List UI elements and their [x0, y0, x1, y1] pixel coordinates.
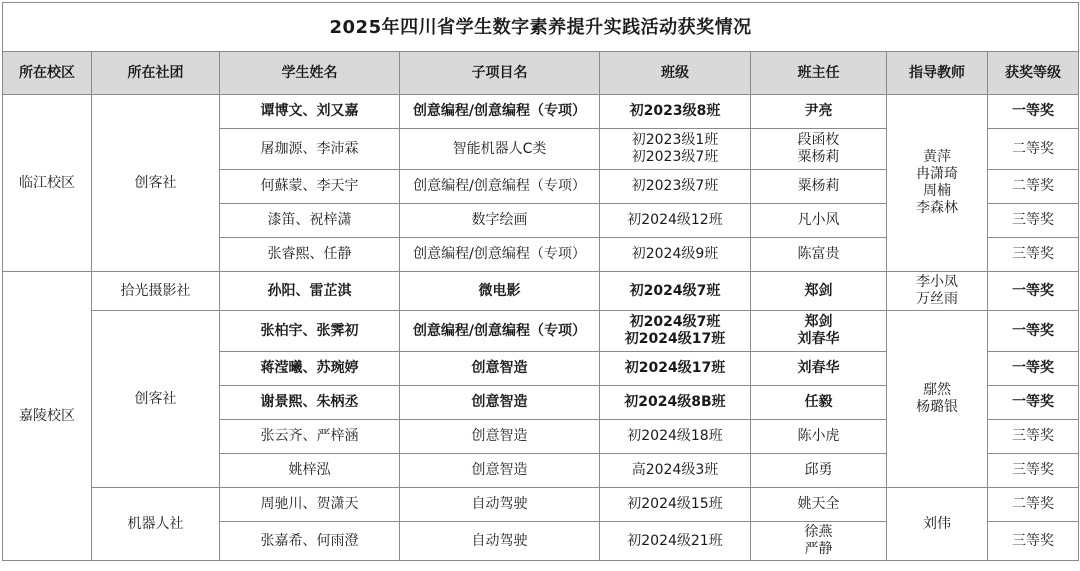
project-cell: 自动驾驶 [400, 522, 600, 561]
instructor-name: 李森林 [916, 200, 958, 216]
award-cell: 三等奖 [988, 522, 1079, 561]
instructor-cell [887, 272, 988, 311]
project-cell: 创意智造 [400, 386, 600, 420]
class-line: 初2023级7班 [631, 149, 719, 165]
head-teacher-cell: 粟杨莉 [751, 170, 887, 204]
head-teacher-line: 粟杨莉 [797, 149, 840, 165]
head-teacher-cell [751, 129, 887, 170]
project-cell: 创意编程/创意编程（专项） [400, 311, 600, 352]
header-head-teacher: 班主任 [751, 52, 887, 95]
award-cell: 三等奖 [988, 420, 1079, 454]
project-cell: 微电影 [400, 272, 600, 311]
class-line: 初2023级1班 [631, 132, 719, 148]
class-cell: 高2024级3班 [600, 454, 751, 488]
project-cell: 创意编程/创意编程（专项） [400, 170, 600, 204]
project-cell: 创意智造 [400, 352, 600, 386]
award-cell: 一等奖 [988, 272, 1079, 311]
award-cell: 一等奖 [988, 311, 1079, 352]
club-cell: 创客社 [92, 95, 220, 272]
class-cell: 初2024级12班 [600, 204, 751, 238]
class-cell [600, 311, 751, 352]
head-teacher-line: 郑剑 [804, 314, 833, 330]
head-teacher-line: 徐燕 [804, 524, 833, 540]
header-club: 所在社团 [92, 52, 220, 95]
award-cell: 二等奖 [988, 129, 1079, 170]
award-cell: 三等奖 [988, 238, 1079, 272]
head-teacher-cell [751, 311, 887, 352]
head-teacher-line: 刘春华 [797, 331, 840, 347]
head-teacher-cell: 刘春华 [751, 352, 887, 386]
header-instructor: 指导教师 [887, 52, 988, 95]
head-teacher-line: 段函枚 [797, 132, 840, 148]
project-cell: 创意智造 [400, 454, 600, 488]
class-cell: 初2023级8班 [600, 95, 751, 129]
award-cell: 二等奖 [988, 170, 1079, 204]
class-line: 初2024级17班 [624, 331, 726, 347]
student-names-cell: 漆笛、祝梓潇 [220, 204, 400, 238]
awards-table [2, 2, 1079, 561]
project-cell: 创意编程/创意编程（专项） [400, 238, 600, 272]
student-names-cell: 谢景熙、朱柄丞 [220, 386, 400, 420]
head-teacher-cell [751, 522, 887, 561]
head-teacher-line: 严静 [804, 541, 833, 557]
table-title: 2025年四川省学生数字素养提升实践活动获奖情况 [3, 3, 1079, 52]
instructor-name: 刘伟 [923, 515, 951, 532]
class-cell: 初2023级7班 [600, 170, 751, 204]
project-cell: 数字绘画 [400, 204, 600, 238]
campus-cell: 临江校区 [3, 95, 92, 272]
award-cell: 一等奖 [988, 386, 1079, 420]
header-row [3, 52, 1079, 95]
project-cell: 智能机器人C类 [400, 129, 600, 170]
student-names-cell: 周驰川、贺潇天 [220, 488, 400, 522]
student-names-cell: 孙阳、雷芷淇 [220, 272, 400, 311]
award-cell: 一等奖 [988, 95, 1079, 129]
head-teacher-cell: 郑剑 [751, 272, 887, 311]
student-names-cell: 张睿熙、任静 [220, 238, 400, 272]
class-cell: 初2024级9班 [600, 238, 751, 272]
instructor-cell [887, 311, 988, 488]
class-cell: 初2024级8B班 [600, 386, 751, 420]
table-row [3, 488, 1079, 522]
award-cell: 三等奖 [988, 204, 1079, 238]
student-names-cell: 屠珈源、李沛霖 [220, 129, 400, 170]
club-cell: 拾光摄影社 [92, 272, 220, 311]
head-teacher-cell: 尹亮 [751, 95, 887, 129]
header-award-level: 获奖等级 [988, 52, 1079, 95]
header-project: 子项目名 [400, 52, 600, 95]
header-student-names: 学生姓名 [220, 52, 400, 95]
campus-cell: 嘉陵校区 [3, 272, 92, 561]
student-names-cell: 张嘉希、何雨澄 [220, 522, 400, 561]
class-line: 初2024级7班 [629, 314, 721, 330]
student-names-cell: 姚梓泓 [220, 454, 400, 488]
head-teacher-cell: 姚天全 [751, 488, 887, 522]
table-row [3, 95, 1079, 129]
award-cell: 二等奖 [988, 488, 1079, 522]
instructor-cell [887, 95, 988, 272]
table-row [3, 272, 1079, 311]
head-teacher-cell: 邱勇 [751, 454, 887, 488]
project-cell: 创意编程/创意编程（专项） [400, 95, 600, 129]
student-names-cell: 张柏宇、张霁初 [220, 311, 400, 352]
class-cell: 初2024级15班 [600, 488, 751, 522]
club-cell: 机器人社 [92, 488, 220, 561]
award-cell: 三等奖 [988, 454, 1079, 488]
class-cell: 初2024级7班 [600, 272, 751, 311]
instructor-name: 杨璐银 [916, 399, 958, 415]
head-teacher-cell: 凡小风 [751, 204, 887, 238]
student-names-cell: 何蘇蒙、李天宇 [220, 170, 400, 204]
instructor-name: 鄢然 [923, 382, 951, 398]
instructor-cell [887, 488, 988, 561]
instructor-name: 黄萍 [923, 149, 951, 165]
project-cell: 创意智造 [400, 420, 600, 454]
instructor-name: 万丝雨 [916, 291, 958, 307]
table-row [3, 311, 1079, 352]
head-teacher-cell: 任毅 [751, 386, 887, 420]
instructor-name: 李小凤 [916, 274, 958, 290]
project-cell: 自动驾驶 [400, 488, 600, 522]
class-cell: 初2024级17班 [600, 352, 751, 386]
instructor-name: 冉潇琦 [916, 166, 958, 182]
award-cell: 一等奖 [988, 352, 1079, 386]
header-campus: 所在校区 [3, 52, 92, 95]
head-teacher-cell: 陈小虎 [751, 420, 887, 454]
club-cell: 创客社 [92, 311, 220, 488]
student-names-cell: 谭博文、刘又嘉 [220, 95, 400, 129]
instructor-name: 周楠 [923, 183, 951, 199]
class-cell: 初2024级18班 [600, 420, 751, 454]
class-cell: 初2024级21班 [600, 522, 751, 561]
title-row [3, 3, 1079, 52]
header-class: 班级 [600, 52, 751, 95]
class-cell [600, 129, 751, 170]
student-names-cell: 张云齐、严梓涵 [220, 420, 400, 454]
student-names-cell: 蒋滢曦、苏琬婷 [220, 352, 400, 386]
head-teacher-cell: 陈富贵 [751, 238, 887, 272]
